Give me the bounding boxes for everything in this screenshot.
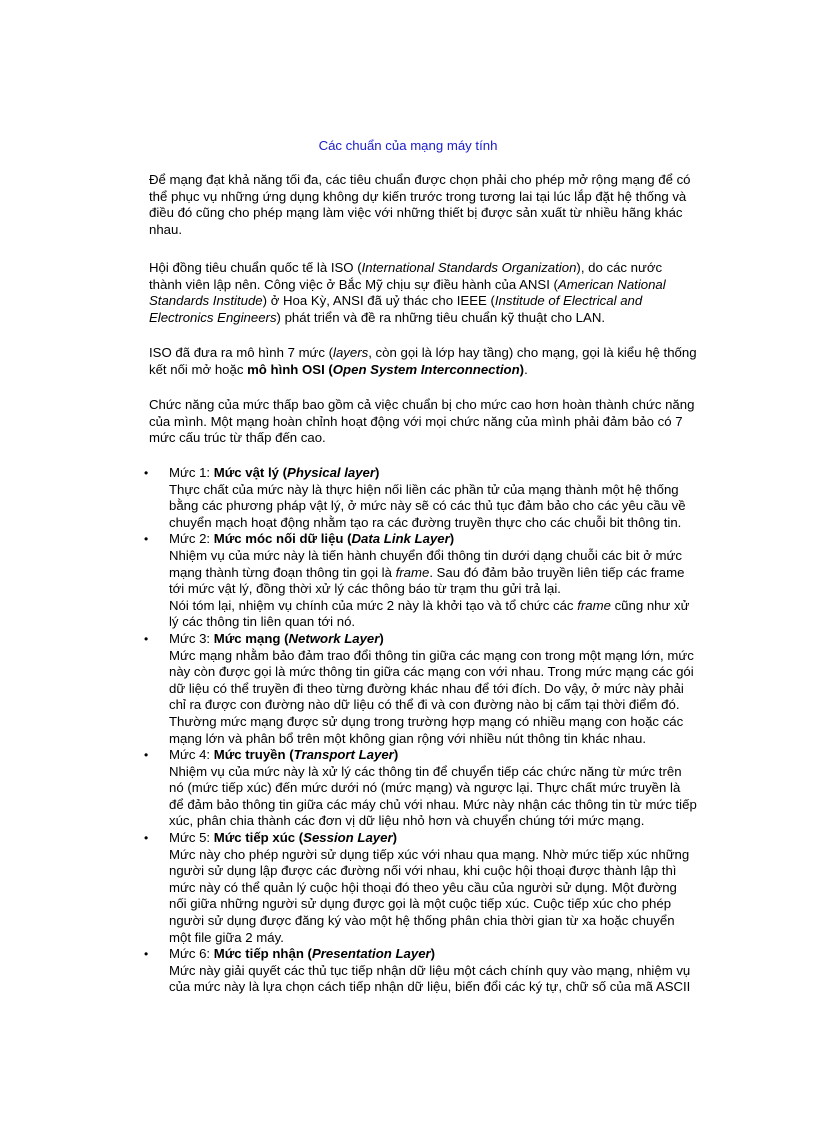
- level-body: Mức này cho phép người sử dụng tiếp xúc với nhau qua mạng. Nhờ mức tiếp xúc những người sử dụng lập được các đường nối với nhau, khi cuộc hội thoại được thành lập thì mức này có thể quản lý cuộc hội thoại đó theo yêu cầu của người sử dụng. Một đường nối giữa những người sử dụng được gọi là một cuộc tiếp xúc. Cuộc tiếp xúc cho phép người sử dụng được đăng ký vào một hệ thống phân chia thời gian từ xa hoặc chuyển một file giữa 2 máy.: [169, 846, 690, 945]
- level-prefix: Mức 1:: [169, 465, 214, 480]
- paragraph-intro: Để mạng đạt khả năng tối đa, các tiêu chuẩn được chọn phải cho phép mở rộng mạng để có thể phục vụ những ứng dụng không dự kiến trước trong tương lai tại lúc lắp đặt hệ thống và điều đó cũng cho phép mạng làm việc với những thiết bị được sản xuất từ nhiều hãng khác nhau.: [149, 172, 691, 237]
- level-close: ): [430, 946, 436, 962]
- level-name: Mức mạng (: [213, 630, 289, 646]
- level-body: Nhiệm vụ của mức này là xử lý các thông tin để chuyển tiếp các chức năng từ mức trên nó (mức tiếp xúc) đến mức dưới nó (mức mạng) và ngược lại. Thực chất mức truyền là để đảm bảo thông tin giữa các máy chủ với nhau. Mức này nhận các thông tin từ mức tiếp xúc, phân chia thành các đơn vị dữ liệu nhỏ hơn và chuyển chúng tới mức mạng.: [169, 763, 697, 829]
- level-en-text: Transport Layer: [293, 747, 394, 763]
- text-run-bold-italic: [333, 362, 520, 377]
- level-en: [303, 830, 392, 845]
- text-run-bold: ): [519, 361, 525, 377]
- text-run-bold: mô hình OSI (: [247, 361, 333, 377]
- level-heading: [169, 830, 697, 847]
- text-run: Nhiệm vụ của mức này là tiến hành chuyển đổi thông tin dưới dạng chuỗi các bit ở mức mạng thành từng đoạn thông tin gọi là: [169, 547, 682, 580]
- document-title: Các chuẩn của mạng máy tính: [318, 138, 498, 153]
- level-close: ): [375, 465, 380, 480]
- level-en: [312, 946, 431, 961]
- level-prefix: Mức 4:: [169, 747, 214, 763]
- level-close: ): [379, 630, 384, 646]
- text-run: ISO đã đưa ra mô hình 7 mức (: [149, 345, 334, 360]
- level-en: [289, 631, 380, 646]
- level-prefix: Mức 2:: [169, 531, 214, 547]
- text-run: ) ở Hoa Kỳ, ANSI đã uỷ thác cho IEEE (: [262, 293, 495, 309]
- list-item-level-4: [144, 747, 697, 830]
- level-heading: [169, 631, 697, 648]
- level-prefix: Mức 5:: [169, 830, 214, 846]
- level-heading: [169, 946, 697, 963]
- paragraph-osi: [149, 345, 697, 378]
- list-item-level-5: [144, 830, 697, 946]
- text-run: .: [524, 361, 528, 377]
- level-body-summary: [169, 598, 697, 631]
- level-en-text: Network Layer: [288, 630, 380, 646]
- paragraph-functions: Chức năng của mức thấp bao gồm cả việc chuẩn bị cho mức cao hơn hoàn thành chức năng của mình. Một mạng hoàn chỉnh hoạt động với mọi chức năng của mình phải đảm bảo có 7 mức cấu trúc từ thấp đến cao.: [149, 397, 695, 446]
- text-run-italic: frame: [395, 564, 430, 580]
- text-run-italic: International Standards Organization: [361, 260, 577, 275]
- text-run: ) phát triển và đề ra những tiêu chuẩn kỹ thuật cho LAN.: [276, 309, 606, 325]
- level-heading: [169, 747, 697, 764]
- text-run: ), do các nước thành viên lập nên. Công việc ở Bắc Mỹ chịu sự điều hành của ANSI (: [149, 260, 663, 292]
- level-body: Mức mạng nhằm bảo đảm trao đổi thông tin giữa các mạng con trong một mạng lớn, mức này còn được gọi là mức thông tin giữa các mạng con với nhau. Trong mức mạng các gói dữ liệu có thể truyền đi theo từng đường khác nhau để tới đích. Do vậy, ở mức này phải chỉ ra được con đường nào dữ liệu có thể đi và con đường nào bị cấm tại thời điểm đó. Thường mức mạng được sử dụng trong trường hợp mạng có nhiều mạng con hoặc các mạng lớn và phân bổ trên một không gian rộng với nhiều nút thông tin khác nhau.: [169, 647, 694, 746]
- level-body: [169, 548, 697, 598]
- level-prefix: Mức 6:: [169, 946, 214, 962]
- level-en-text: Session Layer: [303, 830, 393, 846]
- bullet-icon: •: [144, 466, 149, 480]
- level-heading: [169, 465, 697, 482]
- level-en: [287, 465, 375, 480]
- text-run: Nói tóm lại, nhiệm vụ chính của mức 2 này là khởi tạo và tổ chức các: [169, 597, 578, 613]
- text-run-italic: layers: [333, 345, 369, 360]
- bullet-icon: •: [144, 947, 149, 962]
- level-body: Thực chất của mức này là thực hiện nối liền các phần tử của mạng thành một hệ thống bằng các phương pháp vật lý, ở mức này sẽ có các thủ tục đảm bảo cho các yêu cầu về chuyển mạch hoạt động nhằm tạo ra các đường truyền thực cho các chuỗi bit thông tin.: [169, 481, 686, 530]
- text-run-italic: Open System Interconnection: [332, 361, 520, 377]
- level-name: Mức tiếp nhận (: [213, 946, 312, 962]
- level-en-text: Presentation Layer: [311, 946, 431, 962]
- level-name: Mức tiếp xúc (: [213, 830, 304, 846]
- paragraph-iso: [149, 260, 697, 326]
- list-item-level-6: [144, 946, 697, 996]
- level-name: Mức móc nối dữ liệu (: [213, 531, 352, 547]
- list-item-level-2: [144, 531, 697, 631]
- level-name: Mức vật lý (: [213, 465, 288, 480]
- level-close: ): [392, 830, 397, 846]
- level-body: Mức này giải quyết các thủ tục tiếp nhận dữ liệu một cách chính quy vào mạng, nhiệm vụ của mức này là lựa chọn cách tiếp nhận dữ liệu, biến đổi các ký tự, chữ số của mã ASCII: [169, 962, 691, 995]
- bullet-icon: •: [144, 748, 149, 763]
- level-close: ): [449, 531, 455, 547]
- level-close: ): [393, 747, 399, 763]
- list-item-level-3: [144, 630, 697, 747]
- level-en: [294, 747, 394, 762]
- level-en-text: Data Link Layer: [351, 531, 450, 547]
- level-prefix: Mức 3:: [169, 630, 214, 646]
- bullet-icon: •: [144, 831, 149, 846]
- bullet-icon: •: [144, 532, 149, 547]
- text-run: . Sau đó đảm bảo truyền liên tiếp các frame tới mức vật lý, đồng thời xử lý các thông báo từ trạm thu gửi trả lại.: [169, 564, 685, 597]
- level-en: [352, 531, 450, 546]
- text-run: Hội đồng tiêu chuẩn quốc tế là ISO (: [149, 260, 362, 275]
- text-run: , còn gọi là lớp hay tầng) cho mạng, gọi là kiểu hệ thống kết nối mở hoặc: [149, 345, 697, 377]
- text-run-italic: American National Standards Institude: [149, 276, 666, 309]
- text-run-italic: frame: [577, 597, 611, 613]
- level-heading: [169, 531, 697, 548]
- list-item-level-1: [144, 465, 697, 531]
- bullet-icon: •: [144, 631, 149, 646]
- level-en-text: Physical layer: [287, 465, 376, 480]
- level-name: Mức truyền (: [213, 747, 294, 763]
- text-run: cũng như xử lý các thông tin liên quan tới nó.: [169, 597, 690, 630]
- text-run-italic: Institude of Electrical and Electronics Engineers: [149, 293, 643, 325]
- osi-levels-list: [144, 465, 697, 996]
